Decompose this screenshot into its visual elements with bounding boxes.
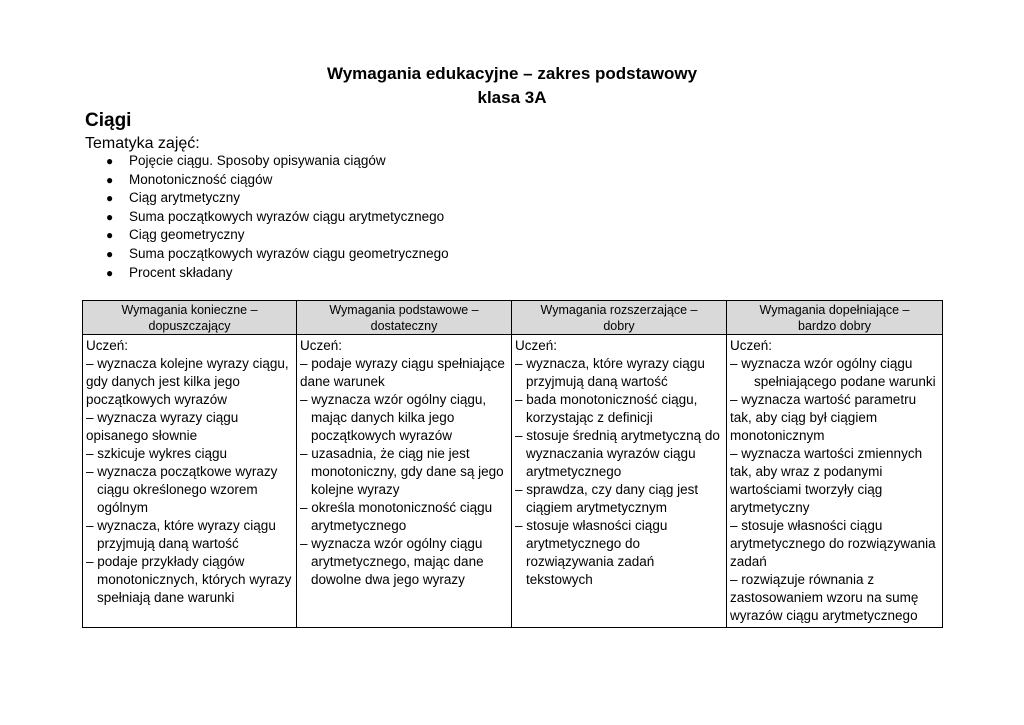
requirement-item: – określa monotoniczność ciągu arytmetycznego [300,500,493,533]
bullet-icon: ● [106,209,114,224]
requirement-item: – wyznacza wartość parametru tak, aby ciąg był ciągiem monotonicznym [730,392,917,443]
topic-item: ● Procent składany [0,264,449,283]
cell-podstawowe [297,335,512,628]
section-heading: Ciągi [85,110,132,131]
requirement-item: – bada monotoniczność ciągu, korzystając z definicji [515,392,698,425]
student-label: Uczeń: [730,338,773,353]
topics-list [0,152,449,282]
requirement-item: – podaje przykłady ciągów monotonicznych, których wyrazy spełniają dane warunki [86,554,292,605]
requirement-item: – szkicuje wykres ciągu [86,446,228,461]
bullet-icon: ● [106,154,114,168]
header-cell-rozszerzajace: Wymagania rozszerzające – dobry [512,301,727,335]
requirement-item: – uzasadnia, że ciąg nie jest monotoniczny, gdy dane są jego kolejne wyrazy [300,446,504,497]
header-cell-podstawowe: Wymagania podstawowe – dostateczny [297,301,512,335]
topic-item: ● Ciąg arytmetyczny [0,189,449,208]
requirement-item: – podaje wyrazy ciągu spełniające dane warunek [300,356,505,389]
requirement-item: – stosuje własności ciągu arytmetycznego do rozwiązywania zadań [730,518,936,569]
student-label: Uczeń: [300,338,343,353]
topic-item: ● Suma początkowych wyrazów ciągu arytmetycznego [0,208,449,227]
cell-rozszerzajace [512,335,727,628]
requirement-item: – stosuje własności ciągu arytmetycznego do rozwiązywania zadań tekstowych [515,518,668,587]
cell-dopelniajace [727,335,943,628]
requirement-item: – wyznacza wyrazy ciągu opisanego słownie [86,410,239,443]
requirement-item: – wyznacza wartości zmiennych tak, aby wraz z podanymi wartościami tworzyły ciąg arytmetyczny [730,446,923,515]
requirement-item: – sprawdza, czy dany ciąg jest ciągiem arytmetycznym [515,482,699,515]
topic-item: ● Monotoniczność ciągów [0,171,449,190]
bullet-icon: ● [106,246,114,261]
requirement-item: – wyznacza wzór ogólny ciągu spełniającego podane warunki [730,356,936,389]
student-label: Uczeń: [86,338,129,353]
header-cell-dopelniajace: Wymagania dopełniające – bardzo dobry [727,301,943,335]
topic-item: ● Pojęcie ciągu. Sposoby opisywania ciągów [0,152,449,171]
bullet-icon: ● [106,191,114,206]
bullet-icon: ● [106,265,114,280]
requirement-item: – wyznacza początkowe wyrazy ciągu określonego wzorem ogólnym [86,464,278,515]
requirement-item: – stosuje średnią arytmetyczną do wyznaczania wyrazów ciągu arytmetycznego [515,428,720,479]
document-subtitle: klasa 3A [477,88,547,107]
topic-item: ● Ciąg geometryczny [0,226,449,245]
document-title: Wymagania edukacyjne – zakres podstawowy [326,64,698,83]
topics-label: Tematyka zajęć: [85,135,200,152]
requirement-item: – wyznacza, które wyrazy ciągu przyjmują daną wartość [515,356,705,389]
requirement-item: – rozwiązuje równania z zastosowaniem wzoru na sumę wyrazów ciągu arytmetycznego [730,572,919,623]
requirement-item: – wyznacza wzór ogólny ciągu, mając danych kilka jego początkowych wyrazów [300,392,487,443]
header-cell-konieczne: Wymagania konieczne – dopuszczający [83,301,297,335]
table-header-row [83,301,943,335]
bullet-icon: ● [106,228,114,243]
student-label: Uczeń: [515,338,558,353]
topic-item: ● Suma początkowych wyrazów ciągu geometrycznego [0,245,449,264]
table-row [83,335,943,628]
cell-konieczne [83,335,297,628]
requirement-item: – wyznacza, które wyrazy ciągu przyjmują daną wartość [86,518,276,551]
requirements-table [82,300,943,628]
bullet-icon: ● [106,172,114,187]
requirement-item: – wyznacza kolejne wyrazy ciągu, gdy danych jest kilka jego początkowych wyrazów [86,356,289,407]
requirement-item: – wyznacza wzór ogólny ciągu arytmetycznego, mając dane dowolne dwa jego wyrazy [300,536,484,587]
